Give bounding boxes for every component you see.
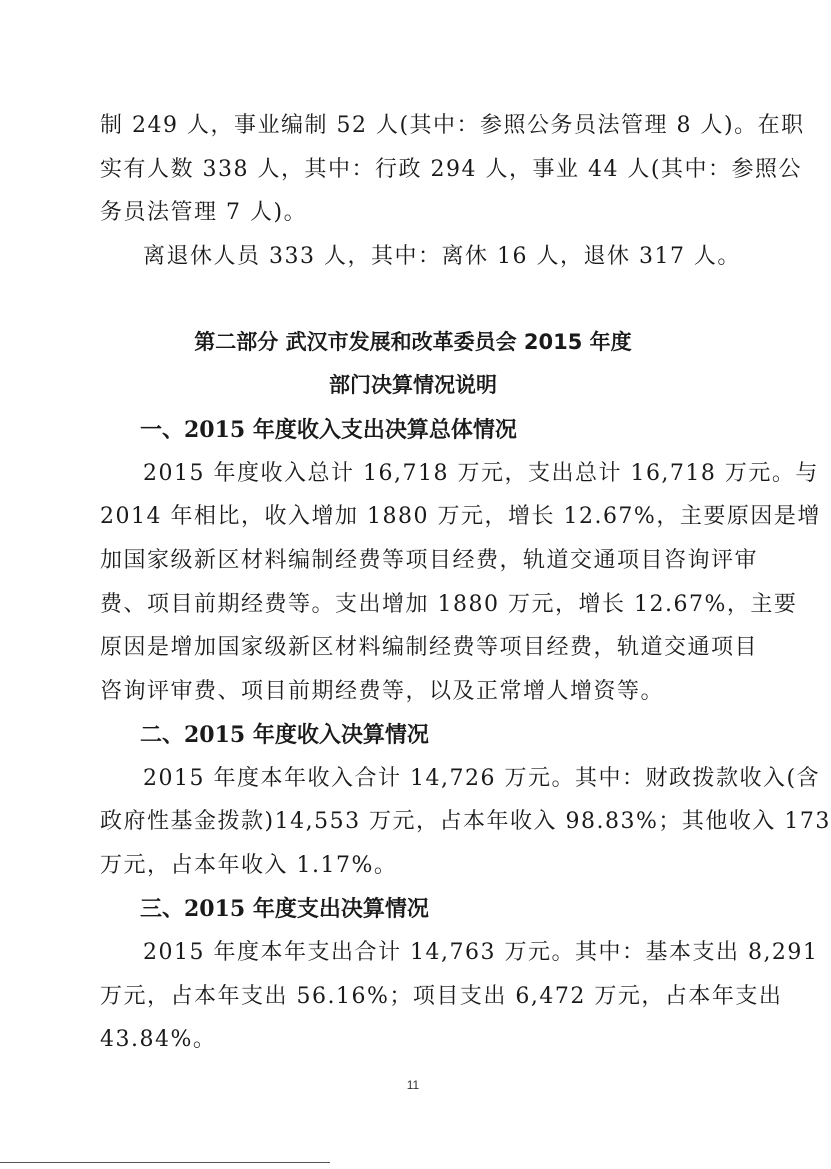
section-heading: 一、2015 年度收入支出决算总体情况 (140, 417, 517, 443)
paragraph-line: 政府性基金拨款)14,553 万元，占本年收入 98.83%；其他收入 173 (100, 809, 831, 834)
page-number: 11 (406, 1078, 420, 1092)
paragraph-line: 2014 年相比，收入增加 1880 万元，增长 12.67%，主要原因是增 (100, 504, 821, 529)
paragraph-line: 43.84%。 (100, 1027, 217, 1052)
paragraph-line: 费、项目前期经费等。支出增加 1880 万元，增长 12.67%，主要 (100, 592, 798, 617)
paragraph-line: 咨询评审费、项目前期经费等，以及正常增人增资等。 (100, 679, 665, 704)
section-heading: 三、2015 年度支出决算情况 (140, 896, 429, 922)
paragraph-line: 加国家级新区材料编制经费等项目经费，轨道交通项目咨询评审 (100, 548, 759, 573)
paragraph-line: 2015 年度本年支出合计 14,763 万元。其中：基本支出 8,291 (143, 940, 819, 965)
paragraph-line: 2015 年度收入总计 16,718 万元，支出总计 16,718 万元。与 (143, 461, 819, 486)
paragraph-line: 制 249 人，事业编制 52 人(其中：参照公务员法管理 8 人)。在职 (100, 113, 805, 138)
paragraph-line: 万元，占本年支出 56.16%；项目支出 6,472 万元，占本年支出 (100, 984, 783, 1009)
paragraph-line: 实有人数 338 人，其中：行政 294 人，事业 44 人(其中：参照公 (100, 157, 803, 182)
paragraph-line: 万元，占本年收入 1.17%。 (100, 853, 398, 878)
bottom-divider (0, 1162, 330, 1163)
part-title: 第二部分 武汉市发展和改革委员会 2015 年度 (194, 330, 632, 354)
section-heading: 二、2015 年度收入决算情况 (140, 722, 429, 748)
paragraph-line: 原因是增加国家级新区材料编制经费等项目经费，轨道交通项目 (100, 635, 759, 660)
paragraph-line: 离退休人员 333 人，其中：离休 16 人，退休 317 人。 (143, 244, 741, 269)
part-subtitle: 部门决算情况说明 (329, 373, 497, 397)
paragraph-line: 2015 年度本年收入合计 14,726 万元。其中：财政拨款收入(含 (143, 766, 821, 791)
paragraph-line: 务员法管理 7 人)。 (100, 200, 308, 225)
